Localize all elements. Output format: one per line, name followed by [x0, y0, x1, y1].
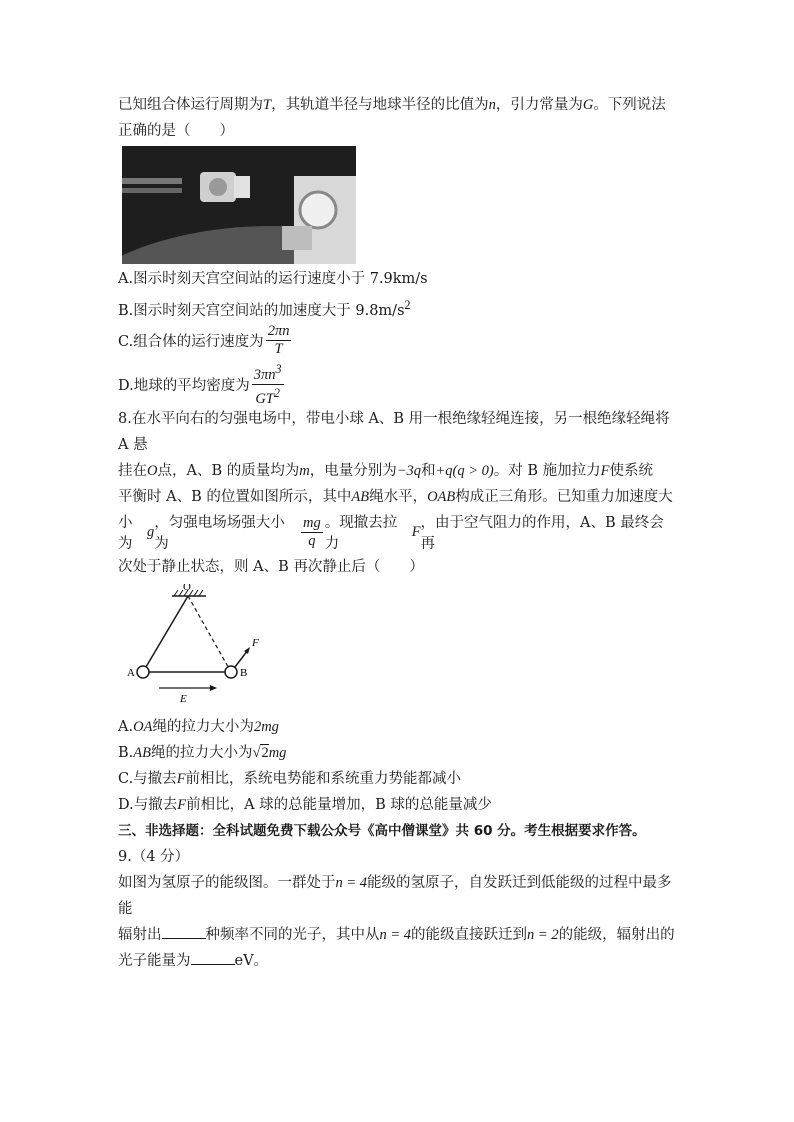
- text: C.与撤去: [118, 771, 177, 787]
- text: 挂在: [118, 463, 147, 479]
- text: ，由于空气阻力的作用，A、B 最终会再: [420, 515, 664, 552]
- var: AB: [133, 745, 151, 761]
- q8-stem-line4: [118, 510, 678, 554]
- q9-title: 9.（4 分）: [118, 849, 190, 865]
- var: F: [600, 463, 610, 479]
- text: B.: [118, 745, 134, 761]
- var: F: [177, 797, 187, 813]
- fraction: [301, 515, 323, 550]
- text: ，引力常量为: [495, 97, 583, 113]
- var: F: [176, 771, 186, 787]
- superscript: 2: [404, 298, 411, 312]
- text: ，其轨道半径与地球半径的比值为: [271, 97, 489, 113]
- var-T: T: [263, 97, 272, 113]
- denominator: [252, 385, 284, 408]
- text: GT: [255, 390, 274, 407]
- var: g: [146, 523, 155, 540]
- label-F: F: [252, 637, 259, 649]
- text: 如图为氢原子的能级图。一群处于: [118, 875, 336, 891]
- q9-stem-line2: [118, 922, 678, 948]
- text: ，匀强电场场强大小为: [154, 515, 285, 552]
- triangle-diagram: [124, 584, 678, 708]
- text: eV。: [234, 953, 269, 969]
- text: 绳的拉力大小为: [150, 745, 253, 761]
- superscript: 2: [273, 385, 280, 400]
- numerator: [252, 361, 284, 385]
- label-B: B: [240, 667, 248, 679]
- text: 3πn: [253, 366, 276, 383]
- section-heading: 三、非选择题：全科试题免费下载公众号《高中僧课堂》共 60 分。考生根据要求作答。: [118, 823, 646, 839]
- text: 小为: [118, 515, 133, 552]
- dashed-OB: [188, 596, 231, 672]
- space-station-photo: [122, 146, 356, 264]
- var: mg: [268, 745, 287, 761]
- text: 绳的拉力大小为: [152, 719, 254, 735]
- text: 种频率不同的光子，其中从: [205, 927, 380, 943]
- text: 点，A、B 的质量均为: [157, 463, 300, 479]
- var: n = 4: [379, 927, 412, 943]
- q8-stem-line2: [118, 458, 678, 484]
- text: 光子能量为: [118, 953, 191, 969]
- sqrt: √2: [252, 745, 269, 761]
- text: B.图示时刻天宫空间站的加速度大于 9.8m/s: [118, 302, 405, 319]
- text: C.组合体的运行速度为: [118, 333, 264, 350]
- q7-option-d[interactable]: [118, 362, 678, 406]
- q8-option-c[interactable]: [118, 766, 678, 792]
- text: 。对 B 施加拉力: [493, 463, 601, 479]
- var: m: [299, 463, 310, 479]
- q8-stem-line3: [118, 484, 678, 510]
- ball-A: [137, 666, 149, 678]
- ball-B: [225, 666, 237, 678]
- label-O: O: [183, 584, 191, 593]
- var-n: n: [488, 97, 496, 113]
- q8-stem-line1: 8.在水平向右的匀强电场中，带电小球 A、B 用一根绝缘轻绳连接，另一根绝缘轻绳将 A 悬: [118, 411, 670, 453]
- var: −3q: [396, 463, 422, 479]
- superscript: 3: [275, 361, 282, 376]
- space-station-image: [122, 146, 356, 264]
- var: OAB: [427, 489, 456, 505]
- text: D.地球的平均密度为: [118, 377, 250, 394]
- numerator: mg: [303, 514, 321, 531]
- q7-stem-line1: [118, 92, 678, 118]
- var: +q(q > 0): [435, 463, 494, 479]
- var: AB: [351, 489, 370, 505]
- q8-option-d[interactable]: [118, 792, 678, 818]
- rope-OA: [143, 596, 188, 672]
- text: 前相比，系统电势能和系统重力势能都减小: [185, 771, 462, 787]
- q8-option-b[interactable]: [118, 740, 678, 766]
- q9-stem-line3: [118, 948, 678, 974]
- var: OA: [133, 719, 153, 735]
- text: 前相比，A 球的总能量增加，B 球的总能量减少: [186, 797, 492, 813]
- q7-option-b[interactable]: [118, 292, 678, 318]
- text: 辐射出: [118, 927, 162, 943]
- q9-stem-line1: [118, 870, 678, 922]
- text: 和: [421, 463, 436, 479]
- var: n = 4: [335, 875, 368, 891]
- q8-option-a[interactable]: [118, 714, 678, 740]
- text: 。现撤去拉力: [324, 515, 398, 552]
- var: O: [147, 463, 158, 479]
- q8-stem-line5: 次处于静止状态，则 A、B 再次静止后（ ）: [118, 559, 424, 575]
- label-A: A: [127, 667, 135, 679]
- text: 平衡时 A、B 的位置如图所示，其中: [118, 489, 352, 505]
- radicand: 2: [261, 745, 269, 761]
- fraction: [252, 361, 284, 408]
- text: 能级的氢原子，自发跃迁到低能级的过程中最多能: [118, 875, 672, 917]
- numerator: 2πn: [267, 322, 290, 339]
- triangle-figure: [124, 584, 274, 704]
- var: 2mg: [253, 719, 279, 735]
- arrowhead-icon: [210, 685, 217, 691]
- denominator: T: [274, 340, 283, 357]
- text: 构成正三角形。已知重力加速度大: [455, 489, 673, 505]
- text: 的能级直接跃迁到: [411, 927, 528, 943]
- var: F: [411, 523, 421, 540]
- text: 绳水平，: [369, 489, 428, 505]
- text: 的能级，辐射出的: [558, 927, 675, 943]
- text: A.: [118, 719, 134, 735]
- text: 已知组合体运行周期为: [118, 97, 263, 113]
- exam-page: [118, 92, 678, 974]
- denominator: q: [308, 532, 316, 549]
- text: D.与撤去: [118, 797, 178, 813]
- q7-option-a[interactable]: A.图示时刻天宫空间站的运行速度小于 7.9km/s: [118, 271, 428, 287]
- text: 。下列说法: [593, 97, 666, 113]
- text: 使系统: [609, 463, 653, 479]
- var-G: G: [582, 97, 594, 113]
- text: ，电量分别为: [309, 463, 397, 479]
- label-E: E: [180, 693, 187, 704]
- q7-stem-line2: 正确的是（ ）: [118, 123, 234, 139]
- fraction: [266, 323, 292, 358]
- answer-blank-2[interactable]: [191, 950, 235, 965]
- var: n = 2: [527, 927, 559, 943]
- q7-option-c[interactable]: [118, 318, 678, 362]
- force-F-arrow: [235, 650, 248, 667]
- answer-blank-1[interactable]: [162, 924, 206, 939]
